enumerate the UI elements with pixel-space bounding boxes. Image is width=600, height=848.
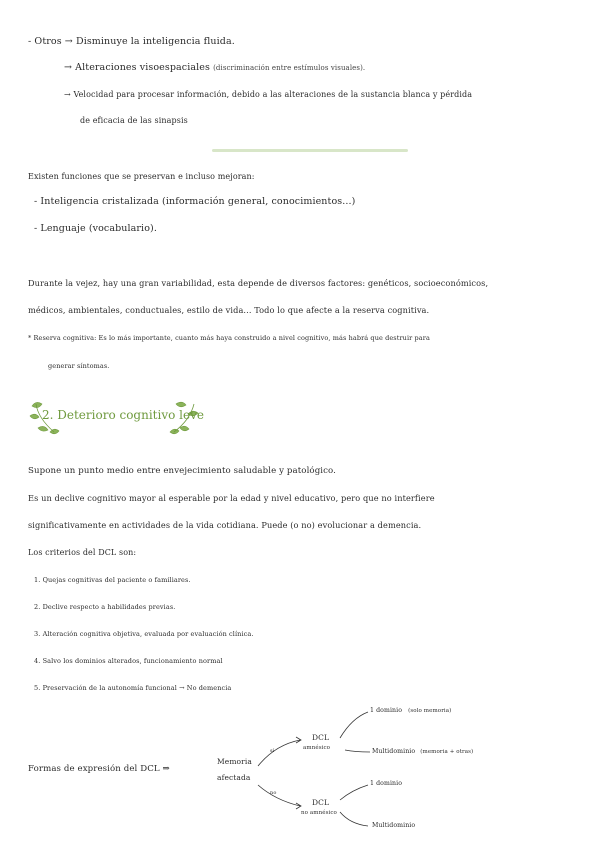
criterion-3: 3. Alteración cognitiva objetiva, evaluada por evaluación clínica.: [34, 630, 254, 638]
diagram-root: Formas de expresión del DCL ⇒: [28, 764, 170, 774]
branch-no-label: no: [270, 790, 277, 796]
amnestic-single-domain-note: (solo memoria): [408, 708, 452, 714]
dcl-definition-3: significativamente en actividades de la vida cotidiana. Puede (o no) evolucionar a demencia.: [28, 520, 422, 530]
section-divider: [212, 149, 408, 152]
criterion-5: 5. Preservación de la autonomía funcional → No demencia: [34, 684, 232, 692]
non-amnestic-single-domain: 1 dominio: [370, 780, 403, 787]
branch-si-line: [258, 740, 300, 766]
reserve-note-2: generar síntomas.: [48, 362, 110, 370]
amnestic-multi-line: [345, 750, 370, 752]
language-item: - Lenguaje (vocabulario).: [34, 223, 157, 234]
amnestic-single-domain: [370, 707, 451, 714]
memory-label-1: Memoria: [217, 757, 252, 766]
visuospatial-line: [64, 62, 365, 73]
amnestic-multi-domain-label: Multidominio: [372, 748, 416, 755]
non-amnestic-label-2: no amnésico: [301, 810, 337, 816]
visuospatial-main: → Alteraciones visoespaciales: [64, 62, 214, 73]
nonamnestic-single-line: [340, 785, 368, 800]
non-amnestic-label-1: DCL: [312, 798, 330, 807]
processing-speed-line: → Velocidad para procesar información, debido a las alteraciones de la sustancia blanca y pérdida: [64, 90, 473, 99]
section-heading: [28, 398, 208, 438]
criteria-intro: Los criterios del DCL son:: [28, 548, 137, 557]
criterion-4: 4. Salvo los dominios alterados, funcionamiento normal: [34, 657, 223, 665]
memory-label-2: afectada: [217, 773, 251, 782]
crystallized-item: - Inteligencia cristalizada (información general, conocimientos...): [34, 196, 356, 207]
heading-title: 2. Deterioro cognitivo leve: [42, 408, 204, 422]
branch-si-arrowhead: [296, 737, 301, 743]
reserve-note-1: * Reserva cognitiva: Es lo más importante, cuanto más haya construido a nivel cognitivo, más habrá que destruir para: [28, 334, 430, 342]
criterion-2: 2. Declive respecto a habilidades previas.: [34, 603, 176, 611]
amnestic-single-line: [340, 712, 368, 738]
variability-p2: médicos, ambientales, conductuales, estilo de vida... Todo lo que afecte a la reserva cognitiva.: [28, 305, 430, 315]
criterion-1: 1. Quejas cognitivas del paciente o familiares.: [34, 576, 191, 584]
amnestic-label-1: DCL: [312, 733, 330, 742]
visuospatial-note: (discriminación entre estímulos visuales).: [213, 64, 366, 72]
branch-no-line: [258, 785, 300, 806]
amnestic-single-domain-label: 1 dominio: [370, 707, 403, 714]
branch-si-label: sí: [270, 748, 275, 754]
amnestic-multi-domain: [372, 748, 473, 755]
otros-line: - Otros → Disminuye la inteligencia fluida.: [28, 36, 235, 47]
dcl-definition-2: Es un declive cognitivo mayor al esperable por la edad y nivel educativo, pero que no interfiere: [28, 493, 435, 503]
dcl-definition-1: Supone un punto medio entre envejecimiento saludable y patológico.: [28, 466, 337, 476]
amnestic-label-2: amnésico: [303, 745, 331, 751]
preserved-intro: Existen funciones que se preservan e incluso mejoran:: [28, 172, 255, 181]
synapse-line: de eficacia de las sinapsis: [80, 116, 188, 125]
amnestic-multi-domain-note: (memoria + otras): [420, 749, 474, 755]
variability-p1: Durante la vejez, hay una gran variabilidad, esta depende de diversos factores: genéticos, socioeconómicos,: [28, 278, 489, 288]
nonamnestic-multi-line: [340, 812, 368, 826]
branch-no-arrowhead: [296, 803, 301, 809]
non-amnestic-multi-domain: Multidominio: [372, 822, 416, 829]
